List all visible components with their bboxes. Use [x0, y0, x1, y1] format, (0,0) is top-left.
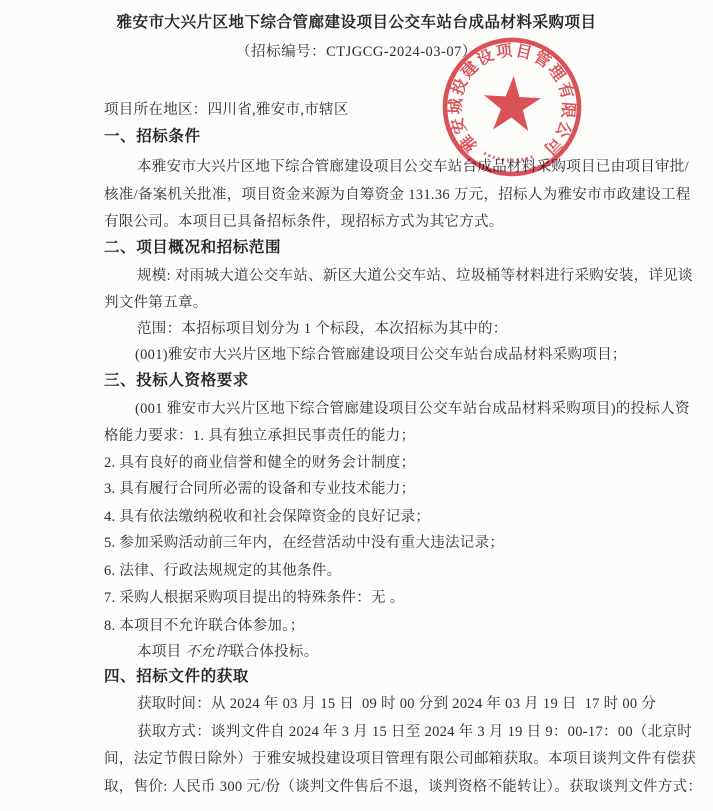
lot-001-line: (001)雅安市大兴片区地下综合管廊建设项目公交车站台成品材料采购项目；: [135, 347, 627, 363]
joint-note-suffix: 联合体投标。: [229, 644, 319, 660]
requirement-item-7: 7. 采购人根据采购项目提出的特殊条件：无 。: [104, 590, 405, 606]
paragraph-line: 取，售价: 人民币 300 元/份（谈判文件售后不退，谈判资格不能转让）。获取谈判文件方式：: [104, 779, 703, 795]
requirement-item-8: 8. 本项目不允许联合体参加。；: [104, 618, 305, 634]
joint-note-prefix: 本项目: [137, 644, 186, 660]
section-heading-1: 一、招标条件: [104, 128, 201, 145]
paragraph-line: 本雅安市大兴片区地下综合管廊建设项目公交车站台成品材料采购项目已由项目审批/: [137, 159, 689, 175]
project-location: 项目所在地区：四川省,雅安市,市辖区: [104, 102, 349, 118]
section-heading-2: 二、项目概况和招标范围: [104, 239, 282, 256]
requirement-item-4: 4. 具有依法缴纳税收和社会保障资金的良好记录；: [104, 509, 431, 525]
document-title: 雅安市大兴片区地下综合管廊建设项目公交车站台成品材料采购项目: [116, 14, 597, 31]
stamp-star-icon: [482, 75, 542, 132]
paragraph-line: 范围：本招标项目划分为 1 个标段，本次招标为其中的：: [137, 321, 508, 337]
joint-venture-note: [137, 642, 319, 662]
paragraph-line: 间，法定节假日除外）于雅安城投建设项目管理有限公司邮箱获取。本项目谈判文件有偿获: [104, 751, 696, 767]
requirement-item-3: 3. 具有履行合同所必需的设备和专业技术能力；: [104, 481, 416, 497]
paragraph-line: 有限公司。本项目已具备招标条件，现招标方式为其它方式。: [104, 214, 504, 230]
section-heading-3: 三、投标人资格要求: [104, 372, 249, 389]
joint-note-emphasis: 不允许: [185, 644, 230, 660]
stamp-serial-digits: [484, 153, 535, 162]
requirement-item-6: 6. 法律、行政法规规定的其他条件。: [104, 563, 342, 579]
paragraph-line: 核准/备案机关批准，项目资金来源为自筹资金 131.36 万元，招标人为雅安市市政建设工程: [104, 187, 691, 203]
requirement-item-1: 格能力要求：1. 具有独立承担民事责任的能力；: [104, 428, 416, 444]
requirement-item-2: 2. 具有良好的商业信誉和健全的财务会计制度；: [104, 455, 416, 471]
paragraph-line: 规模: 对雨城大道公交车站、新区大道公交车站、垃圾桶等材料进行采购安装，详见谈: [137, 268, 693, 284]
paragraph-line: (001 雅安市大兴片区地下综合管廊建设项目公交车站台成品材料采购项目)的投标人资: [135, 401, 690, 417]
requirement-item-5: 5. 参加采购活动前三年内，在经营活动中没有重大违法记录；: [104, 535, 505, 551]
bid-number: （招标编号：CTJGCG-2024-03-07）: [236, 44, 477, 60]
company-seal-stamp: [437, 32, 587, 182]
stamp-company-name: 雅安城投建设项目管理有限公司: [447, 42, 577, 159]
section-heading-4: 四、招标文件的获取: [104, 668, 249, 685]
paragraph-line: 判文件第五章。: [104, 295, 208, 311]
obtain-time-line: 获取时间：从 2024 年 03 月 15 日 09 时 00 分到 2024 年 03 月 19 日 17 时 00 分: [137, 696, 657, 712]
obtain-method-line: 获取方式：谈判文件自 2024 年 3 月 15 日至 2024 年 3 月 19 日 9：00-17：00（北京时: [137, 724, 693, 740]
